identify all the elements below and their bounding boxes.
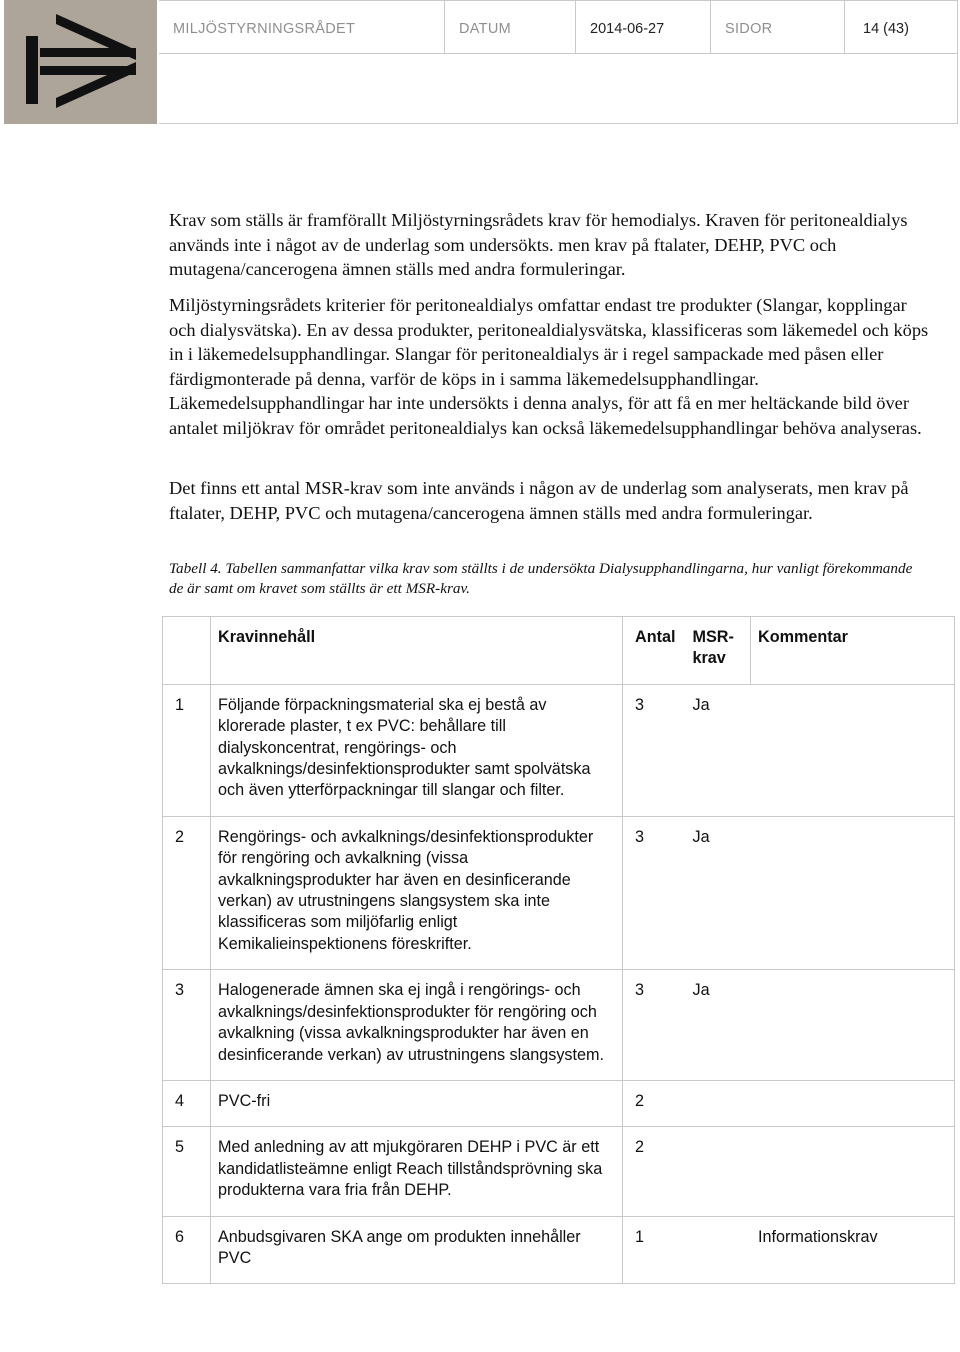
row-comment: Informationskrav (751, 1216, 955, 1284)
row-count: 3 (623, 684, 685, 816)
row-count: 3 (623, 970, 685, 1081)
row-msr (685, 1216, 751, 1284)
header-pages-value: 14 (43) (863, 21, 909, 37)
header-count: Antal (623, 617, 685, 685)
header-pages-label: SIDOR (711, 1, 845, 54)
paragraph-1: Krav som ställs är framförallt Miljöstyrningsrådets krav för hemodialys. Kraven för peritonealdialys används inte i något av de underlag som undersökts. men krav på ftalater, DEHP, PVC och mutagena/cancerogena ämnen ställs med andra formuleringar. (169, 210, 908, 280)
row-comment (751, 1080, 955, 1126)
row-content: Rengörings- och avkalknings/desinfektionsprodukter för rengöring och avkalkning (vissa avkalkningsprodukter har även en desinficerande verkan) av utrustningens slangsystem ska inte klassificeras som miljöfarlig enligt Kemikalieinspektionens föreskrifter. (211, 816, 623, 969)
row-num: 2 (163, 816, 211, 969)
table-row (163, 1080, 955, 1126)
row-content: PVC-fri (211, 1080, 623, 1126)
msr-logo-icon (4, 0, 157, 124)
row-msr: Ja (685, 816, 751, 969)
row-content: Anbudsgivaren SKA ange om produkten innehåller PVC (211, 1216, 623, 1284)
page-header (4, 0, 958, 124)
paragraph-3: Det finns ett antal MSR-krav som inte används i någon av de underlag som analyserats, men krav på ftalater, DEHP, PVC och mutagena/cancerogena ämnen ställs med andra formuleringar. (169, 478, 909, 523)
row-comment (751, 684, 955, 816)
table-row (163, 1127, 955, 1216)
header-num (163, 617, 211, 685)
row-msr: Ja (685, 684, 751, 816)
header-row (159, 1, 957, 54)
row-count: 3 (623, 816, 685, 969)
header-grid (159, 0, 958, 124)
row-count: 2 (623, 1080, 685, 1126)
row-msr (685, 1127, 751, 1216)
row-content: Med anledning av att mjukgöraren DEHP i PVC är ett kandidatlisteämne enligt Reach tillståndsprövning ska produkterna vara fria från DEHP. (211, 1127, 623, 1216)
row-content: Följande förpackningsmaterial ska ej bestå av klorerade plaster, t ex PVC: behållare till dialyskoncentrat, rengörings- och avkalknings/desinfektionsprodukter samt spolvätska och även ytterförpackningar till slangar och filter. (211, 684, 623, 816)
row-num: 1 (163, 684, 211, 816)
requirements-table (162, 616, 955, 1284)
row-comment (751, 1127, 955, 1216)
row-msr: Ja (685, 970, 751, 1081)
row-content: Halogenerade ämnen ska ej ingå i rengörings- och avkalknings/desinfektionsprodukter för rengöring och avkalkning (vissa avkalkningsprodukter har även en desinficerande verkan) av utrustningens slangsystem. (211, 970, 623, 1081)
header-comment: Kommentar (751, 617, 955, 685)
paragraph-2: Miljöstyrningsrådets kriterier för peritonealdialys omfattar endast tre produkter (Slangar, kopplingar och dialysvätska). En av dessa produkter, peritonealdialysvätska, klassificeras som läkemedel och köps in i läkemedelsupphandlingar. Slangar för peritonealdialys är i regel sampackade med påsen eller färdigmonterade på denna, varför de köps in i samma läkemedelsupphandlingar. Läkemedelsupphandlingar har inte undersökts i denna analys, för att få en mer heltäckande bild över antalet miljökrav för området peritonealdialys kan också läkemedelsupphandlingar behöva analyseras. (169, 295, 929, 438)
table-row (163, 684, 955, 816)
logo (4, 0, 157, 124)
table-row (163, 970, 955, 1081)
table-row (163, 816, 955, 969)
table-row (163, 1216, 955, 1284)
row-num: 6 (163, 1216, 211, 1284)
row-count: 1 (623, 1216, 685, 1284)
table-caption: Tabell 4. Tabellen sammanfattar vilka krav som ställts i de undersökta Dialysupphandlingarna, hur vanligt förekommande de är samt om kravet som ställts är ett MSR-krav. (169, 560, 913, 597)
header-date-label: DATUM (445, 1, 576, 54)
row-num: 3 (163, 970, 211, 1081)
header-org: MILJÖSTYRNINGSRÅDET (159, 1, 445, 54)
row-count: 2 (623, 1127, 685, 1216)
header-msr: MSR-krav (685, 617, 751, 685)
row-num: 5 (163, 1127, 211, 1216)
header-date-value: 2014-06-27 (576, 1, 711, 54)
row-comment (751, 970, 955, 1081)
row-comment (751, 816, 955, 969)
row-msr (685, 1080, 751, 1126)
header-content: Kravinnehåll (211, 617, 623, 685)
table-header-row (163, 617, 955, 685)
row-num: 4 (163, 1080, 211, 1126)
